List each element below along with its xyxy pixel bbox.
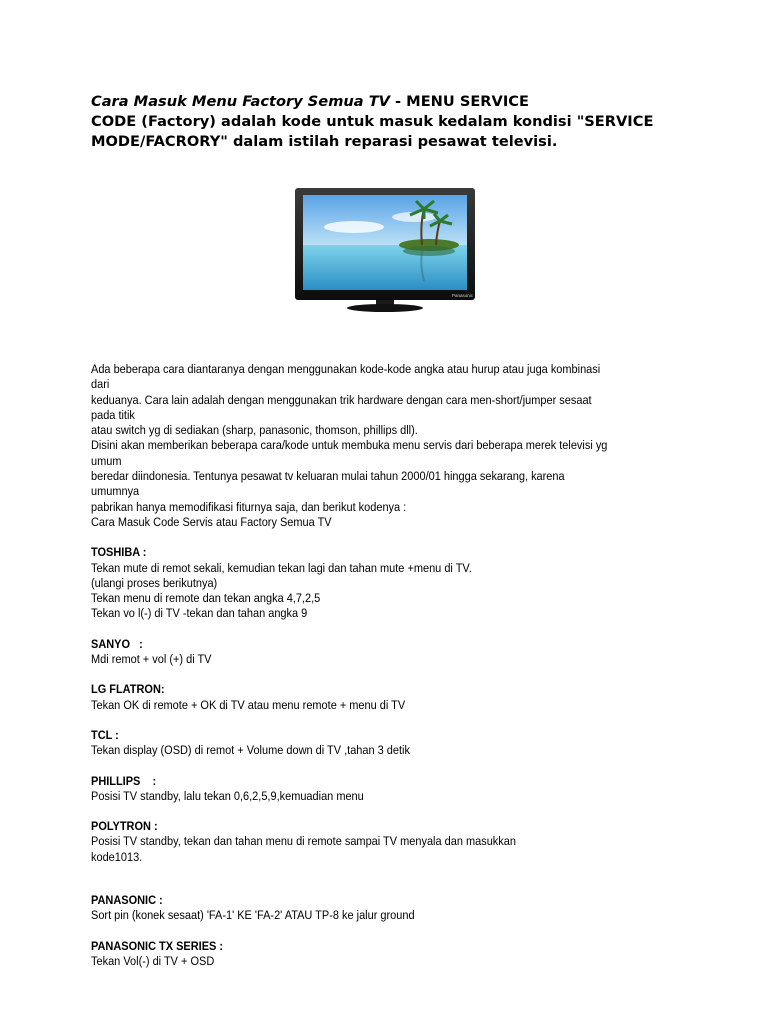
- section-heading: PANASONIC TX SERIES :: [91, 938, 224, 953]
- section-panasonic: [91, 893, 613, 924]
- section-toshiba: [91, 545, 613, 621]
- section-line: (ulangi proses berikutnya): [91, 575, 218, 590]
- section-heading: TCL :: [91, 727, 119, 742]
- section-line: Tekan display (OSD) di remot + Volume down di TV ,tahan 3 detik: [91, 743, 410, 758]
- section-panasonic-tx: [91, 939, 613, 970]
- section-lg-flatron: [91, 682, 613, 713]
- title-line-2: CODE (Factory) adalah kode untuk masuk kedalam kondisi "SERVICE: [91, 113, 654, 130]
- section-line: Tekan Vol(-) di TV + OSD: [91, 953, 215, 968]
- intro-paragraph: [91, 362, 613, 530]
- section-phillips: [91, 774, 613, 805]
- section-line: Tekan OK di remote + OK di TV atau menu remote + menu di TV: [91, 697, 406, 712]
- document-title: [91, 92, 691, 152]
- tv-brand-label: Panasonic: [452, 293, 474, 298]
- section-heading: SANYO :: [91, 636, 143, 651]
- section-line: Posisi TV standby, lalu tekan 0,6,2,5,9,kemuadian menu: [91, 788, 364, 803]
- intro-line: Ada beberapa cara diantaranya dengan menggunakan kode-kode angka atau hurup atau juga kombinasi dari: [91, 362, 601, 392]
- section-heading: PHILLIPS :: [91, 773, 157, 788]
- section-line: Tekan mute di remot sekali, kemudian tekan lagi dan tahan mute +menu di TV.: [91, 560, 472, 575]
- section-heading: LG FLATRON:: [91, 682, 165, 697]
- title-rest: - MENU SERVICE: [389, 93, 529, 110]
- intro-line: Cara Masuk Code Servis atau Factory Semua TV: [91, 514, 332, 529]
- intro-line: Disini akan memberikan beberapa cara/kode untuk membuka menu servis dari beberapa merek televisi yg umum: [91, 438, 608, 468]
- section-line: Posisi TV standby, tekan dan tahan menu di remote sampai TV menyala dan masukkan: [91, 834, 516, 849]
- section-line: kode1013.: [91, 849, 143, 864]
- section-line: Sort pin (konek sesaat) 'FA-1' KE 'FA-2' ATAU TP-8 ke jalur ground: [91, 908, 415, 923]
- section-line: Mdi remot + vol (+) di TV: [91, 652, 212, 667]
- section-heading: TOSHIBA :: [91, 545, 147, 560]
- title-line-3: MODE/FACRORY" dalam istilah reparasi pesawat televisi.: [91, 133, 558, 150]
- section-heading: PANASONIC :: [91, 893, 163, 908]
- document-body: [91, 362, 613, 969]
- intro-line: pabrikan hanya memodifikasi fiturnya saja, dan berikut kodenya :: [91, 499, 407, 514]
- section-line: Tekan vo l(-) di TV -tekan dan tahan angka 9: [91, 606, 308, 621]
- section-tcl: [91, 728, 613, 759]
- intro-line: beredar diindonesia. Tentunya pesawat tv keluaran mulai tahun 2000/01 hingga sekarang, karena umumnya: [91, 469, 565, 499]
- title-italic: Cara Masuk Menu Factory Semua TV: [91, 93, 390, 110]
- intro-line: keduanya. Cara lain adalah dengan menggunakan trik hardware dengan cara men-short/jumper sesaat pada titik: [91, 392, 592, 422]
- document-page: [91, 92, 691, 968]
- section-heading: POLYTRON :: [91, 819, 158, 834]
- intro-line: atau switch yg di sediakan (sharp, panasonic, thomson, phillips dll).: [91, 423, 418, 438]
- tv-image: [294, 187, 476, 313]
- section-sanyo: [91, 637, 613, 668]
- section-line: Tekan menu di remote dan tekan angka 4,7,2,5: [91, 591, 321, 606]
- section-polytron: [91, 819, 613, 865]
